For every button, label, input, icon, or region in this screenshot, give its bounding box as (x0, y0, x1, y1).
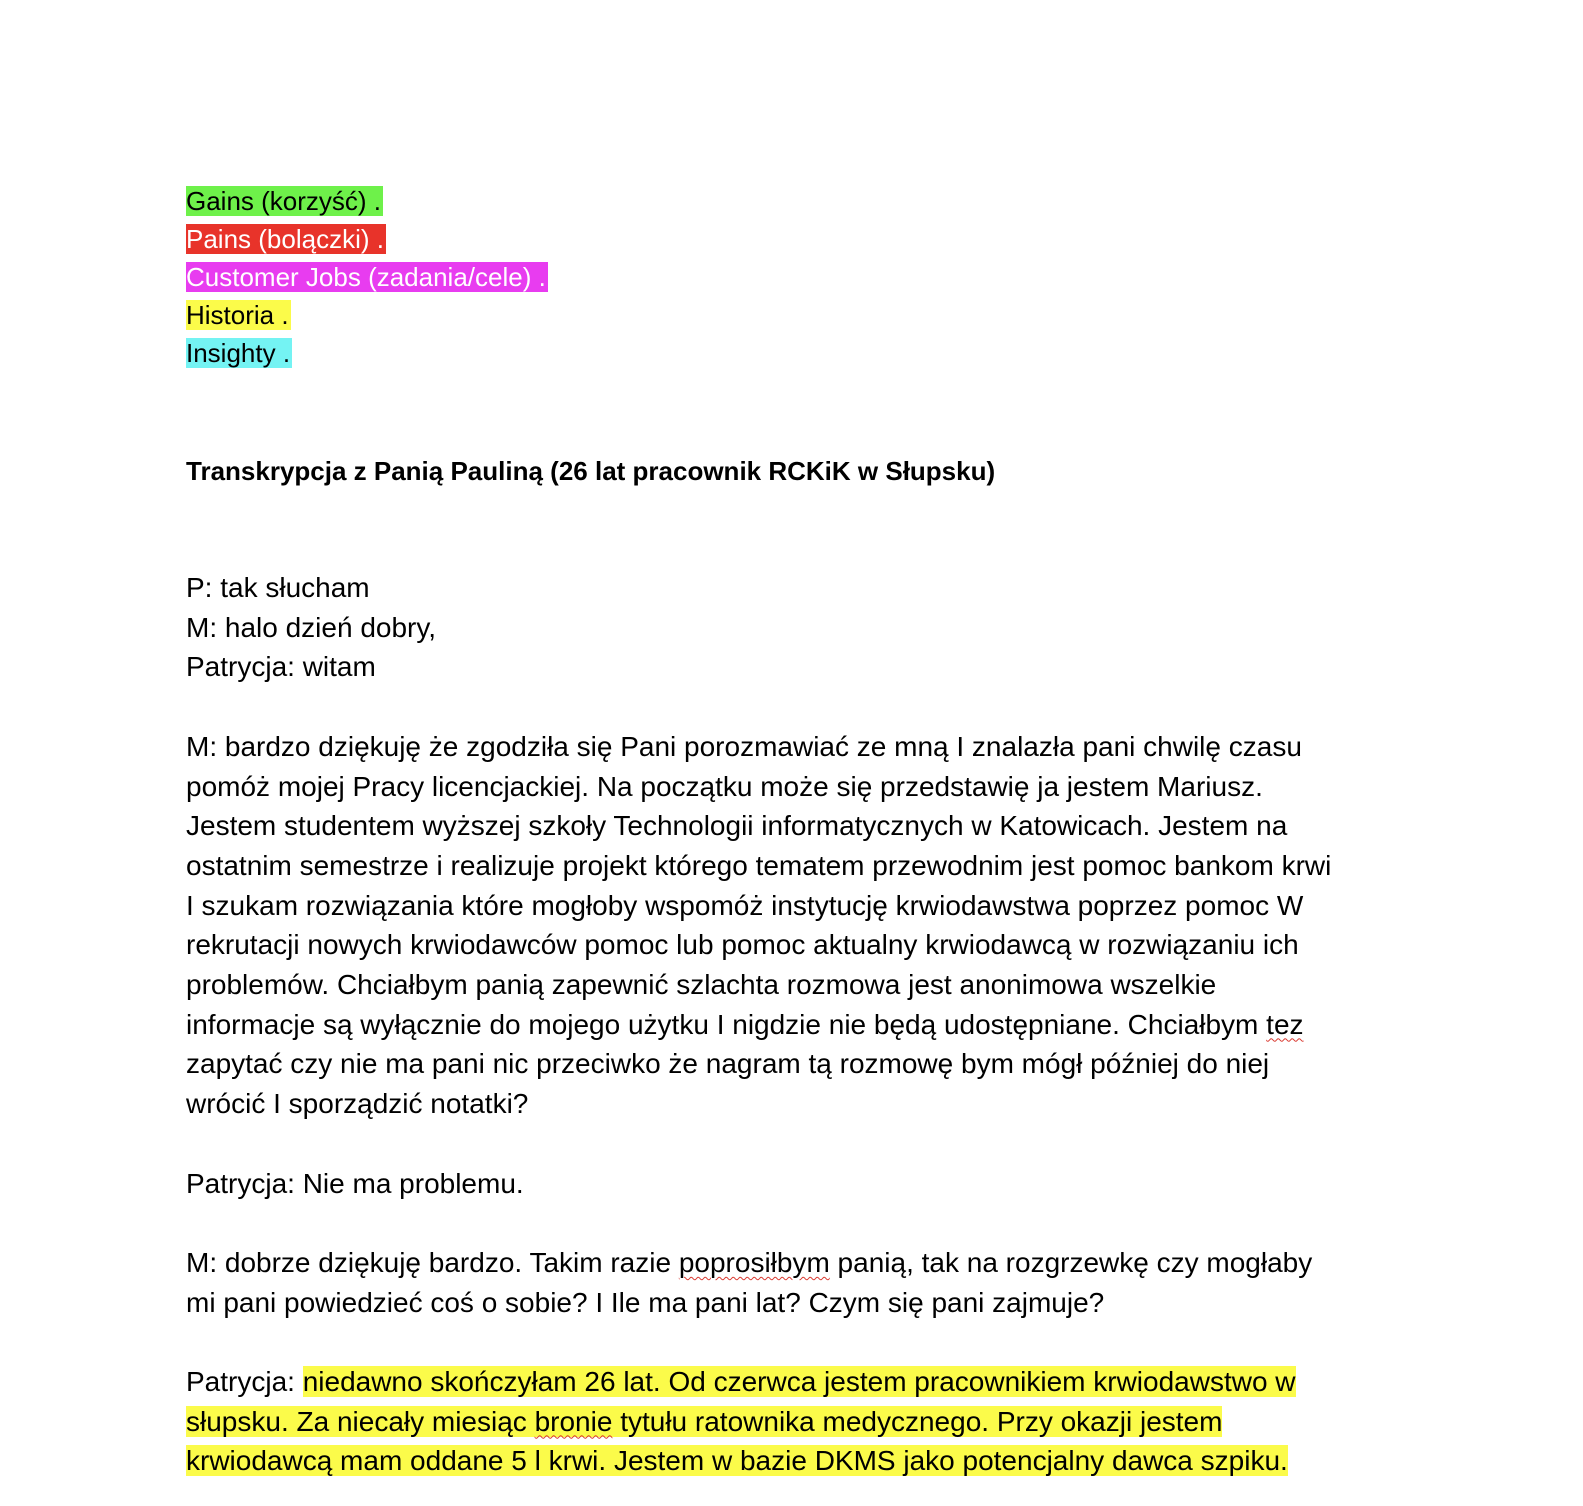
line-text: słupsku. Za niecały miesiąc (186, 1405, 535, 1437)
transcript-line: Patrycja: witam (186, 651, 376, 683)
transcript-line (186, 1005, 1386, 1045)
legend-historia: Historia . (186, 300, 289, 330)
legend-customer-jobs: Customer Jobs (zadania/cele) . (186, 262, 546, 292)
legend-gains: Gains (korzyść) . (186, 186, 382, 216)
legend-row-pains (186, 220, 1386, 258)
line-text: informacje są wyłącznie do mojego użytku I nigdzie nie będą udostępniane. Chciałbym (186, 1008, 1267, 1040)
paragraph-gap (186, 687, 1386, 727)
legend-row-gains (186, 182, 1386, 220)
color-legend (186, 182, 1386, 372)
transcript-line (186, 1362, 1386, 1402)
respondent-answer-paragraph (186, 1362, 1386, 1481)
transcript-line: rekrutacji nowych krwiodawców pomoc lub pomoc aktualny krwiodawcą w rozwiązaniu ich (186, 929, 1299, 961)
historia-highlight: krwiodawcą mam oddane 5 l krwi. Jestem w bazie DKMS jako potencjalny dawca szpiku. (186, 1445, 1288, 1477)
line-text: tytułu ratownika medycznego. Przy okazji jestem (612, 1405, 1223, 1437)
transcript-line: M: bardzo dziękuję że zgodziła się Pani porozmawiać ze mną I znalazła pani chwilę czasu (186, 730, 1302, 762)
transcript-line (186, 1243, 1386, 1283)
legend-row-historia (186, 296, 1386, 334)
historia-highlight: niedawno skończyłam 26 lat. Od czerwca jestem pracownikiem krwiodawstwo w (302, 1366, 1296, 1397)
transcript-line (186, 1402, 1386, 1442)
interviewer-question-paragraph (186, 1243, 1386, 1322)
transcript (186, 568, 1386, 1481)
transcript-line: pomóż mojej Pracy licencjackiej. Na początku może się przedstawię ja jestem Mariusz. (186, 770, 1263, 802)
legend-pains: Pains (bolączki) . (186, 224, 384, 254)
legend-insighty: Insighty . (186, 338, 291, 368)
document-title: Transkrypcja z Panią Pauliną (26 lat pracownik RCKiK w Słupsku) (186, 456, 996, 486)
historia-highlight (186, 1406, 1222, 1437)
line-text: panią, tak na rozgrzewkę czy mogłaby (829, 1246, 1313, 1278)
document-page (186, 182, 1386, 1481)
transcript-line: ostatnim semestrze i realizuje projekt którego tematem przewodnim jest pomoc bankom krwi (186, 849, 1332, 881)
transcript-line: P: tak słucham (186, 572, 370, 603)
legend-row-insighty (186, 334, 1386, 372)
legend-row-customer-jobs (186, 258, 1386, 296)
misspelled-word[interactable]: poprosiłbym (678, 1246, 830, 1278)
transcript-line: wrócić I sporządzić notatki? (186, 1088, 529, 1120)
transcript-line: I szukam rozwiązania które mogłoby wspomóż instytucję krwiodawstwa poprzez pomoc W (186, 889, 1304, 921)
interviewer-intro-paragraph (186, 727, 1386, 1124)
misspelled-word[interactable]: tez (1266, 1008, 1304, 1040)
transcript-line: M: halo dzień dobry, (186, 611, 437, 643)
transcript-line: mi pani powiedzieć coś o sobie? I Ile ma pani lat? Czym się pani zajmuje? (186, 1286, 1105, 1318)
misspelled-word[interactable]: bronie (534, 1405, 613, 1437)
transcript-line (186, 1441, 1386, 1481)
paragraph-gap (186, 1322, 1386, 1362)
transcript-line: Patrycja: Nie ma problemu. (186, 1167, 524, 1199)
transcript-line: zapytać czy nie ma pani nic przeciwko że nagram tą rozmowę bym mógł później do niej (186, 1048, 1270, 1080)
paragraph-gap (186, 1203, 1386, 1243)
transcript-line: problemów. Chciałbym panią zapewnić szlachta rozmowa jest anonimowa wszelkie (186, 969, 1217, 1001)
transcript-line: Jestem studentem wyższej szkoły Technologii informatycznych w Katowicach. Jestem na (186, 810, 1288, 842)
speaker-label: Patrycja: (186, 1366, 303, 1397)
paragraph-gap (186, 1124, 1386, 1164)
line-text: M: dobrze dziękuję bardzo. Takim razie (186, 1246, 679, 1278)
